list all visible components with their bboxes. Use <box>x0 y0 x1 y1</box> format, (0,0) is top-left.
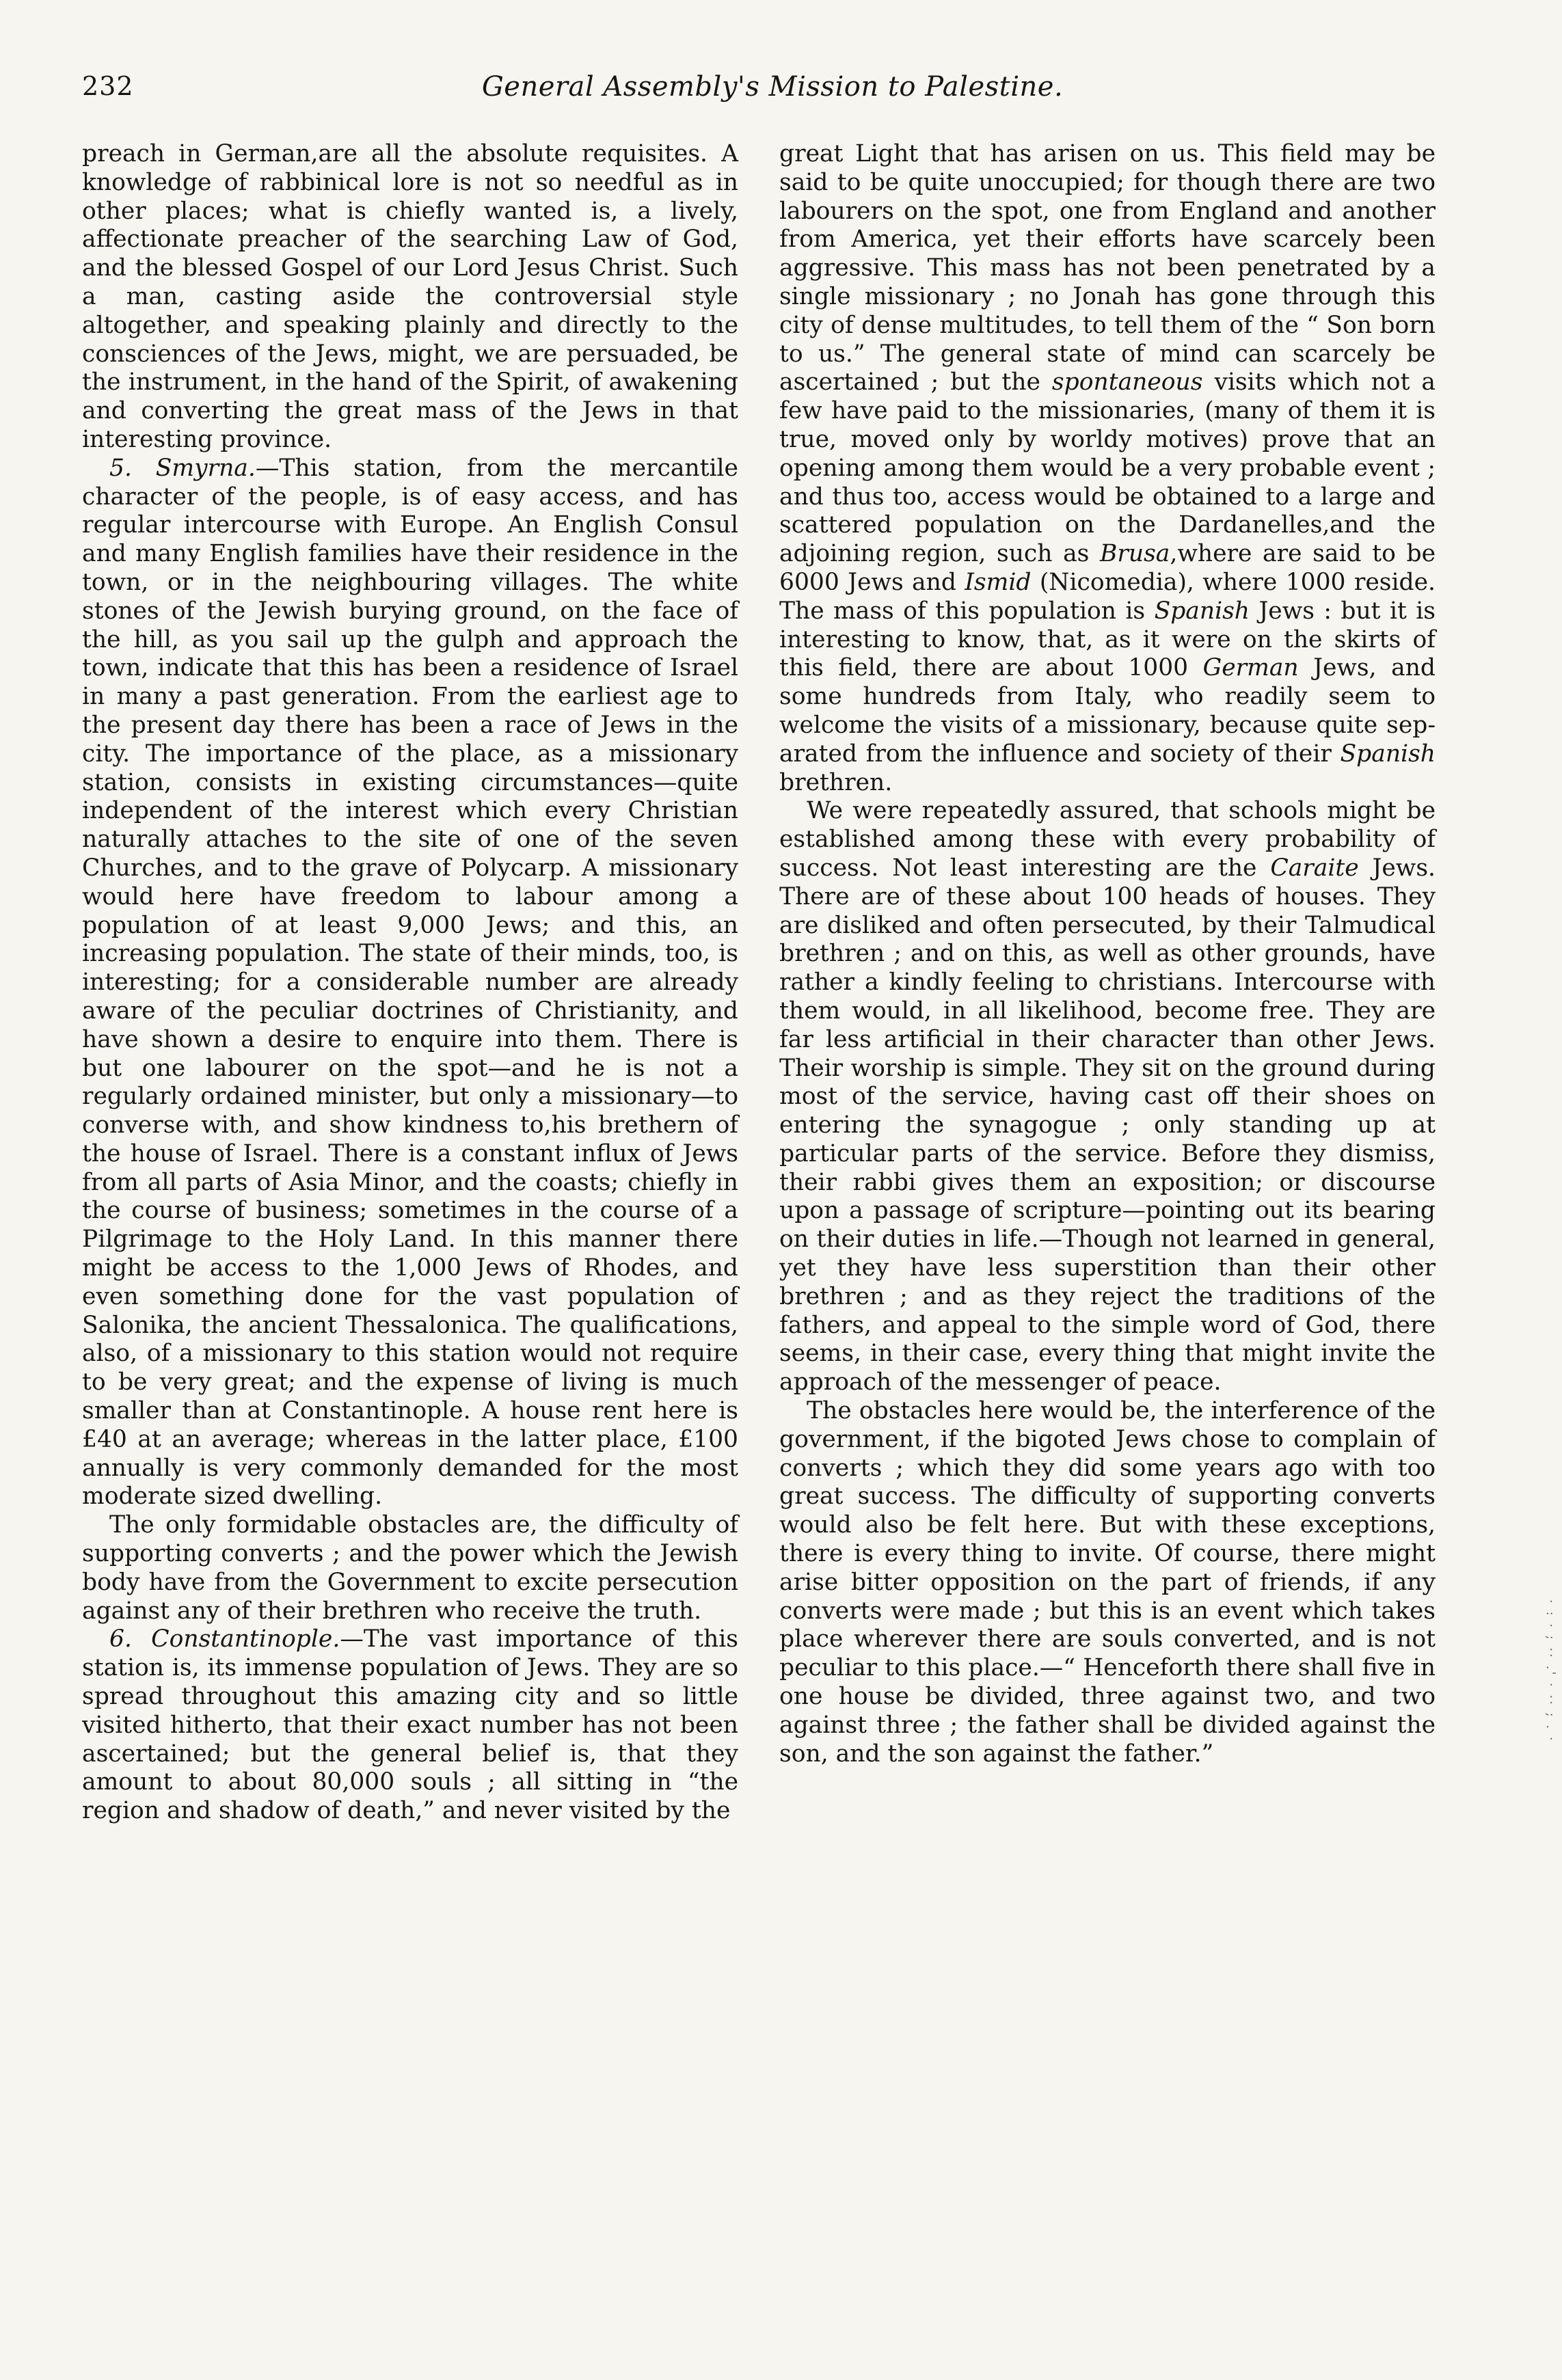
paragraph-continued <box>779 140 1436 797</box>
text-run: Jews, and some hundreds from Italy, who readily seem to welcome the visits of a missionary, because quite separated from the influence and society of their <box>779 654 1436 768</box>
section-label-constantinople: 6. Constantinople. <box>109 1625 340 1653</box>
running-head: General Assembly's Mission to Palestine. <box>481 71 1064 103</box>
emphasis: Brusa <box>1100 540 1170 568</box>
emphasis: Ismid <box>965 568 1032 596</box>
page-number: 232 <box>82 71 134 101</box>
text-run: (Nicomedia), where 1000 reside. The mass of this population is <box>779 568 1436 625</box>
paragraph-schools <box>779 797 1436 1397</box>
text-run: Jews. There are of these about 100 heads of houses. They are disliked and often persecuted, by their Talmudical brethren ; and on this, as well as other grounds, have rather a kindly feeling to christians. Intercourse with them would, in all likelihood, become free. They are far less artificial in their character than other Jews. Their worship is simple. They sit on the ground during most of the service, having cast off their shoes on entering the synagogue ; only standing up at particular parts of the service. Before they dismiss, their rabbi gives them an exposition; or discourse upon a passage of scripture—pointing out its bearing on their duties in life.—Though not learned in general, yet they have less superstition than their other brethren ; and as they reject the traditions of the fathers, and appeal to the simple word of God, there seems, in their case, every thing that might invite the approach of the messenger of peace. <box>779 854 1436 1396</box>
paragraph-text: —This station, from the mercantile character of the people, is of easy access, and has regular intercourse with Europe. An English Consul and many English families have their residence in the town, or in the neighbouring villages. The white stones of the Jewish burying ground, on the face of the hill, as you sail up the gulph and approach the town, indicate that this has been a residence of Israel in many a past generation. From the earliest age to the present day there has been a race of Jews in the city. The importance of the place, as a missionary station, consists in existing circumstances—quite independent of the interest which every Christian naturally attaches to the site of one of the seven Churches, and to the grave of Polycarp. A missionary would here have freedom to labour among a population of at least 9,000 Jews; and this, an increasing population. The state of their minds, too, is interesting; for a considerable number are already aware of the peculiar doctrines of Christianity, and have shown a desire to enquire into them. There is but one labourer on the spot—and he is not a regularly ordained minister, but only a missionary—to converse with, and show kindness to,his brethern of the house of Israel. There is a constant influx of Jews from all parts of Asia Minor, and the coasts; chiefly in the course of business; sometimes in the course of a Pilgrimage to the Holy Land. In this manner there might be access to the 1,000 Jews of Rhodes, and even something done for the vast population of Salonika, the ancient Thessalonica. The qualifications, also, of a missionary to this station would not require to be very great; and the expense of living is much smaller than at Constantinople. A house rent here is £40 at an average; whereas in the latter place, £100 annually is very commonly demanded for the most moderate sized dwelling. <box>82 454 738 1511</box>
text-run: Jews : but it is interesting to know, that, as it were on the skirts of this field, there are about 1000 <box>779 597 1436 682</box>
scan-edge-marks: · : · ; ·· .' · ·· ; . · <box>1544 1599 1558 1743</box>
left-column <box>82 140 738 1826</box>
paragraph-obstacles: The only formidable obstacles are, the difficulty of supporting converts ; and the power which the Jewish body have from the Government to excite persecution against any of their brethren who receive the truth. <box>82 1511 738 1625</box>
section-label-smyrna: 5. Smyrna. <box>109 454 256 482</box>
emphasis: Caraite <box>1270 854 1359 882</box>
paragraph-obstacles-here: The obstacles here would be, the interference of the government, if the bigoted Jews chose to complain of converts ; which they did some years ago with too great success. The difficulty of supporting converts would also be felt here. But with these exceptions, there is every thing to invite. Of course, there might arise bitter opposition on the part of friends, if any converts were made ; but this is an event which takes place wherever there are souls converted, and is not peculiar to this place.—“ Henceforth there shall five in one house be divided, three against two, and two against three ; the father shall be divided against the son, and the son against the father.” <box>779 1397 1436 1768</box>
emphasis: spontaneous <box>1051 368 1203 396</box>
paragraph-text: —The vast importance of this station is, its immense population of Jews. They are so spread throughout this amazing city and so little visited hitherto, that their exact number has not been ascertained; but the general belief is, that they amount to about 80,000 souls ; all sitting in “the region and shadow of death,” and never visited by the <box>82 1625 738 1825</box>
emphasis: Spanish <box>1340 740 1436 768</box>
paragraph-smyrna <box>82 455 738 1511</box>
text-run: visits which not a few have paid to the missionaries, (many of them it is true, moved only by worldy motives) prove that an opening among them would be a very probable event ; and thus too, access would be obtained to a large and scattered population on the Dardanelles,and the adjoining region, such as <box>779 368 1436 568</box>
text-run: brethren. <box>779 768 893 796</box>
page-header <box>82 71 1463 112</box>
paragraph-continued: preach in German,are all the absolute requisites. A knowledge of rabbinical lore is not so needful as in other places; what is chiefly wanted is, a lively, affectionate preacher of the searching Law of God, and the blessed Gospel of our Lord Jesus Christ. Such a man, casting aside the controversial style altogether, and speaking plainly and directly to the consciences of the Jews, might, we are persuaded, be the instrument, in the hand of the Spirit, of awakening and converting the great mass of the Jews in that interesting province. <box>82 140 738 453</box>
paragraph-constantinople <box>82 1625 738 1826</box>
text-run: ,where are said to be 6000 Jews and <box>779 540 1436 596</box>
emphasis: Spanish <box>1154 597 1250 625</box>
emphasis: German <box>1202 654 1299 682</box>
text-run: great Light that has arisen on us. This field may be said to be quite unoccupied; for though there are two labourers on the spot, one from England and another from America, yet their efforts have scarcely been aggressive. This mass has not been penetrated by a single missionary ; no Jonah has gone through this city of dense multitudes, to tell them of the “ Son born to us.” The general state of mind can scarcely be ascertained ; but the <box>779 140 1436 396</box>
text-run: We were repeatedly assured, that schools might be established among these with every probability of success. Not least interesting are the <box>779 797 1436 882</box>
right-column <box>779 140 1436 1768</box>
